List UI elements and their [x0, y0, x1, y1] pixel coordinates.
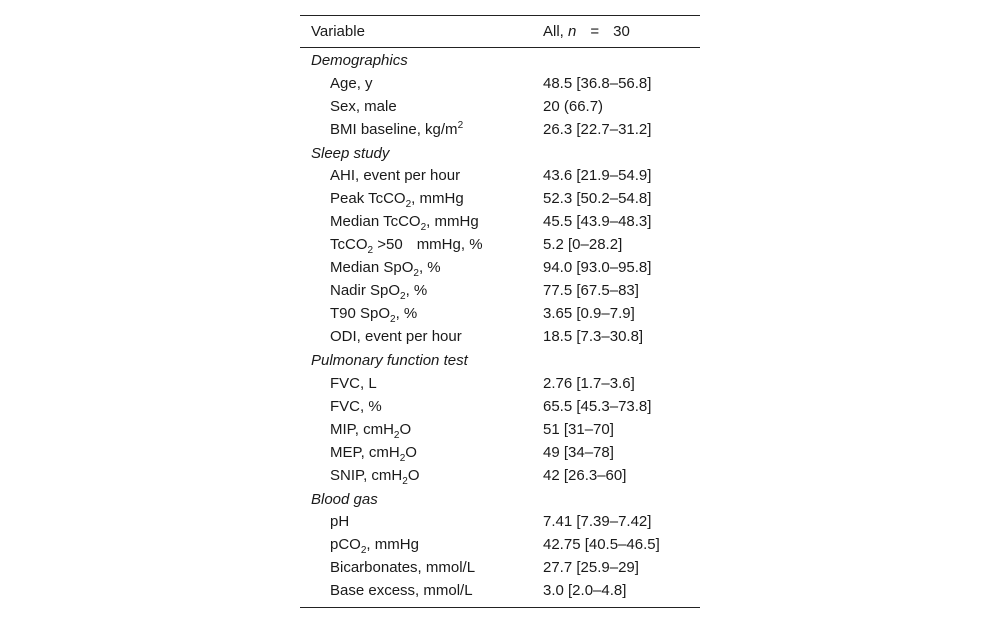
section-title: Pulmonary function test — [311, 352, 468, 369]
row-label: MEP, cmH$_2$O — [330, 443, 417, 464]
row-value: 77.5 [67.5–83] — [543, 282, 639, 299]
row-label: MIP, cmH$_2$O — [330, 420, 412, 441]
table-row — [300, 302, 700, 325]
baseline-characteristics-table — [300, 15, 700, 608]
row-value: 42 [26.3–60] — [543, 466, 627, 484]
row-value: 20 (66.7) — [543, 97, 604, 115]
table-row — [300, 533, 700, 556]
row-value: 26.3 [22.7–31.2] — [543, 120, 652, 138]
row-value: 2.76 [1.7–3.6] — [543, 374, 635, 392]
row-label: Age, y — [330, 74, 373, 92]
row-value: 48.5 [36.8–56.8] — [543, 74, 652, 92]
table-row — [300, 441, 700, 464]
table-row — [300, 372, 700, 395]
row-label: Median SpO$_2$, % — [330, 259, 441, 279]
row-label: AHI, event per hour — [330, 167, 461, 184]
bottom-rule — [300, 607, 700, 608]
header-count: 30 — [613, 23, 630, 40]
header-n: n — [568, 23, 577, 40]
row-value: 7.41 [7.39–7.42] — [543, 513, 652, 530]
table-row — [300, 210, 700, 233]
row-label: Base excess, mmol/L — [330, 582, 473, 599]
table-row — [300, 256, 700, 279]
row-label: pCO$_2$, mmHg — [330, 536, 419, 556]
table-row — [300, 464, 700, 487]
row-label: TcCO$_2$ >50 mmHg, % — [330, 236, 483, 256]
row-label: pH — [330, 513, 350, 530]
table-row — [300, 164, 700, 187]
header-all-prefix: All, — [543, 23, 569, 40]
section-title: Demographics — [311, 52, 408, 69]
row-value: 42.75 [40.5–46.5] — [543, 536, 660, 553]
row-label: BMI baseline, $kg/m^2$ — [330, 119, 464, 138]
row-value: 43.6 [21.9–54.9] — [543, 167, 652, 184]
row-value: 52.3 [50.2–54.8] — [543, 190, 652, 207]
row-value: 45.5 [43.9–48.3] — [543, 213, 652, 230]
table-row — [300, 95, 700, 118]
row-label: Bicarbonates, mmol/L — [330, 559, 476, 576]
section-title: Sleep study — [311, 144, 390, 162]
row-value: 94.0 [93.0–95.8] — [543, 259, 652, 276]
table-row — [300, 187, 700, 210]
table-row — [300, 510, 700, 533]
table-row — [300, 233, 700, 256]
table-row — [300, 279, 700, 302]
row-label: FVC, L — [330, 374, 377, 392]
row-value: 3.0 [2.0–4.8] — [543, 582, 627, 599]
row-label: T90 SpO$_2$, % — [330, 305, 418, 325]
section-sleep-study — [300, 141, 700, 165]
row-value: 18.5 [7.3–30.8] — [543, 328, 644, 345]
section-title: Blood gas — [311, 490, 378, 508]
row-label: ODI, event per hour — [330, 328, 462, 345]
table-row — [300, 556, 700, 579]
table-header — [300, 16, 700, 47]
row-label: Peak TcCO$_2$, mmHg — [330, 190, 464, 210]
row-value: 5.2 [0–28.2] — [543, 236, 623, 253]
table-row — [300, 118, 700, 141]
row-value: 49 [34–78] — [543, 443, 614, 461]
header-all — [543, 23, 630, 40]
table-row — [300, 395, 700, 418]
header-eq: = — [590, 23, 600, 40]
section-pulmonary-function-test — [300, 348, 700, 372]
table-row — [300, 579, 700, 602]
section-demographics — [300, 48, 700, 72]
row-label: Nadir SpO$_2$, % — [330, 282, 428, 302]
row-label: FVC, % — [330, 397, 382, 415]
row-label: Sex, male — [330, 97, 397, 115]
section-blood-gas — [300, 487, 700, 511]
table-row — [300, 72, 700, 95]
row-value: 27.7 [25.9–29] — [543, 559, 639, 576]
row-value: 3.65 [0.9–7.9] — [543, 305, 635, 322]
row-value: 51 [31–70] — [543, 420, 614, 438]
header-variable: Variable — [311, 23, 365, 40]
table-row — [300, 325, 700, 348]
table-row — [300, 418, 700, 441]
row-value: 65.5 [45.3–73.8] — [543, 397, 652, 415]
row-label: SNIP, cmH$_2$O — [330, 466, 420, 487]
row-label: Median TcCO$_2$, mmHg — [330, 213, 479, 233]
